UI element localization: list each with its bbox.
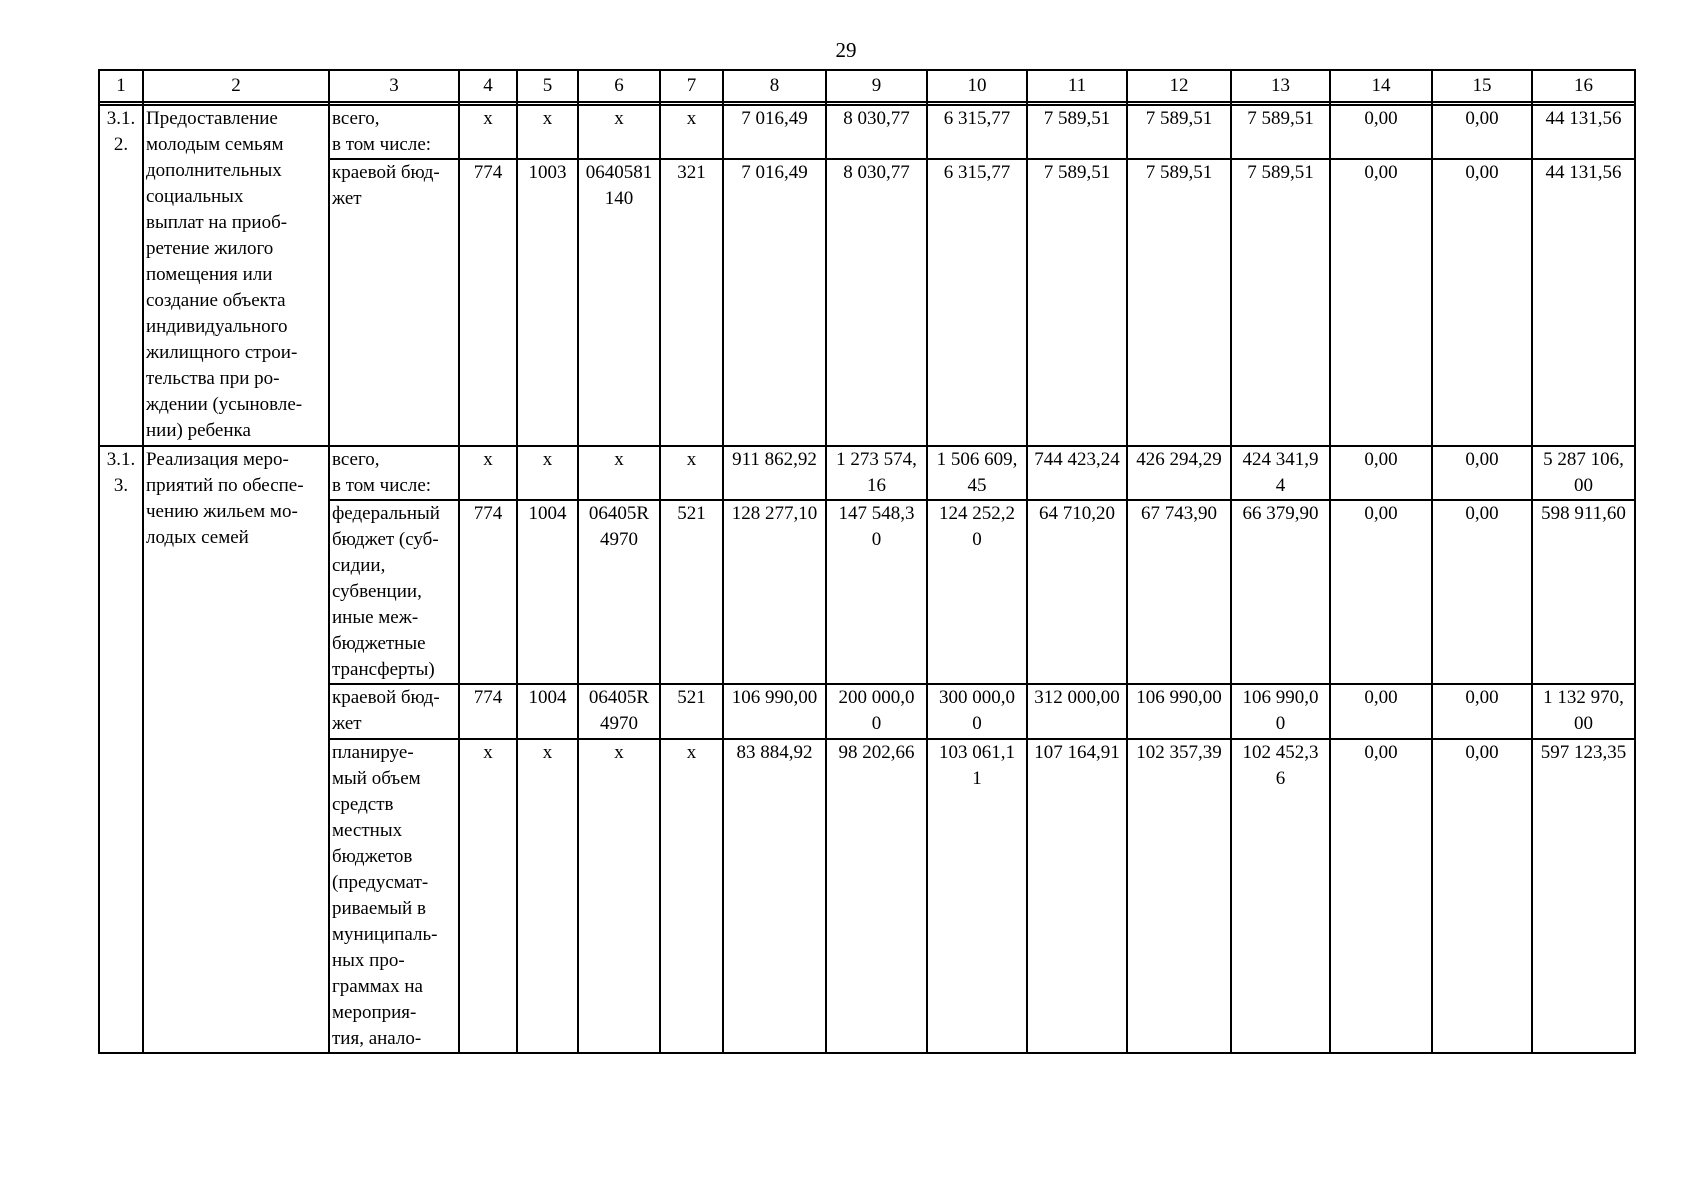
cell-col14: 0,00 — [1330, 159, 1432, 446]
cell-col15: 0,00 — [1432, 739, 1532, 1053]
cell-col15: 0,00 — [1432, 684, 1532, 739]
column-header-3: 3 — [329, 70, 459, 102]
table-row — [99, 739, 1635, 1053]
column-header-11: 11 — [1027, 70, 1127, 102]
cell-col5: 1003 — [517, 159, 578, 446]
cell-col12: 67 743,90 — [1127, 500, 1231, 684]
cell-col6: х — [578, 739, 660, 1053]
column-header-4: 4 — [459, 70, 517, 102]
cell-col12: 7 589,51 — [1127, 105, 1231, 159]
column-header-2: 2 — [143, 70, 329, 102]
cell-col6: 06405R 4970 — [578, 684, 660, 739]
cell-col11: 744 423,24 — [1027, 446, 1127, 500]
cell-col15: 0,00 — [1432, 159, 1532, 446]
column-header-12: 12 — [1127, 70, 1231, 102]
column-header-13: 13 — [1231, 70, 1330, 102]
cell-col12: 106 990,00 — [1127, 684, 1231, 739]
cell-col15: 0,00 — [1432, 500, 1532, 684]
cell-col4: 774 — [459, 500, 517, 684]
cell-col8: 128 277,10 — [723, 500, 826, 684]
item-name: Предоставление молодым семьям дополнительных социальных выплат на приоб- ретение жилого помещения или создание объекта индивидуального жилищного строи- тельства при ро- ждении (усыновле- нии) ребенка — [143, 105, 329, 446]
cell-col14: 0,00 — [1330, 684, 1432, 739]
column-number-row — [99, 70, 1635, 102]
cell-col7: х — [660, 739, 723, 1053]
cell-col10: 6 315,77 — [927, 105, 1027, 159]
cell-col10: 1 506 609, 45 — [927, 446, 1027, 500]
cell-col4: 774 — [459, 159, 517, 446]
cell-col16: 1 132 970, 00 — [1532, 684, 1635, 739]
column-header-16: 16 — [1532, 70, 1635, 102]
column-header-7: 7 — [660, 70, 723, 102]
funding-source: краевой бюд- жет — [329, 684, 459, 739]
column-header-9: 9 — [826, 70, 927, 102]
cell-col8: 7 016,49 — [723, 105, 826, 159]
table-row — [99, 105, 1635, 159]
item-number: 3.1. 3. — [99, 446, 143, 1053]
cell-col7: х — [660, 105, 723, 159]
cell-col4: 774 — [459, 684, 517, 739]
cell-col10: 6 315,77 — [927, 159, 1027, 446]
cell-col9: 8 030,77 — [826, 159, 927, 446]
cell-col9: 200 000,0 0 — [826, 684, 927, 739]
cell-col9: 1 273 574, 16 — [826, 446, 927, 500]
funding-source: планируе- мый объем средств местных бюджетов (предусмат- риваемый в муниципаль- ных про- граммах на мероприя- тия, анало- — [329, 739, 459, 1053]
cell-col13: 7 589,51 — [1231, 159, 1330, 446]
funding-source: федеральный бюджет (суб- сидии, субвенции, иные меж- бюджетные трансферты) — [329, 500, 459, 684]
cell-col8: 911 862,92 — [723, 446, 826, 500]
cell-col7: х — [660, 446, 723, 500]
column-header-5: 5 — [517, 70, 578, 102]
cell-col6: 06405R 4970 — [578, 500, 660, 684]
cell-col8: 7 016,49 — [723, 159, 826, 446]
cell-col16: 44 131,56 — [1532, 159, 1635, 446]
page-number: 29 — [835, 38, 857, 62]
cell-col11: 312 000,00 — [1027, 684, 1127, 739]
table-row — [99, 684, 1635, 739]
column-header-15: 15 — [1432, 70, 1532, 102]
cell-col10: 103 061,1 1 — [927, 739, 1027, 1053]
cell-col5: х — [517, 446, 578, 500]
cell-col9: 8 030,77 — [826, 105, 927, 159]
cell-col11: 64 710,20 — [1027, 500, 1127, 684]
cell-col14: 0,00 — [1330, 446, 1432, 500]
funding-source: всего, в том числе: — [329, 105, 459, 159]
table-row — [99, 159, 1635, 446]
cell-col4: х — [459, 739, 517, 1053]
column-header-8: 8 — [723, 70, 826, 102]
cell-col6: 0640581 140 — [578, 159, 660, 446]
column-header-1: 1 — [99, 70, 143, 102]
cell-col16: 598 911,60 — [1532, 500, 1635, 684]
cell-col11: 7 589,51 — [1027, 105, 1127, 159]
column-header-10: 10 — [927, 70, 1027, 102]
budget-table — [98, 69, 1636, 1054]
cell-col13: 102 452,3 6 — [1231, 739, 1330, 1053]
cell-col6: х — [578, 446, 660, 500]
cell-col4: х — [459, 446, 517, 500]
cell-col4: х — [459, 105, 517, 159]
cell-col14: 0,00 — [1330, 739, 1432, 1053]
cell-col15: 0,00 — [1432, 105, 1532, 159]
cell-col15: 0,00 — [1432, 446, 1532, 500]
cell-col5: х — [517, 105, 578, 159]
cell-col7: 521 — [660, 684, 723, 739]
cell-col7: 321 — [660, 159, 723, 446]
cell-col12: 7 589,51 — [1127, 159, 1231, 446]
item-number: 3.1. 2. — [99, 105, 143, 446]
cell-col5: 1004 — [517, 500, 578, 684]
cell-col8: 106 990,00 — [723, 684, 826, 739]
column-header-6: 6 — [578, 70, 660, 102]
cell-col7: 521 — [660, 500, 723, 684]
column-header-14: 14 — [1330, 70, 1432, 102]
cell-col14: 0,00 — [1330, 500, 1432, 684]
cell-col9: 98 202,66 — [826, 739, 927, 1053]
cell-col13: 7 589,51 — [1231, 105, 1330, 159]
cell-col13: 424 341,9 4 — [1231, 446, 1330, 500]
table-row — [99, 446, 1635, 500]
cell-col12: 102 357,39 — [1127, 739, 1231, 1053]
cell-col5: х — [517, 739, 578, 1053]
cell-col16: 597 123,35 — [1532, 739, 1635, 1053]
cell-col13: 66 379,90 — [1231, 500, 1330, 684]
cell-col13: 106 990,0 0 — [1231, 684, 1330, 739]
funding-source: краевой бюд- жет — [329, 159, 459, 446]
cell-col16: 44 131,56 — [1532, 105, 1635, 159]
cell-col6: х — [578, 105, 660, 159]
cell-col11: 107 164,91 — [1027, 739, 1127, 1053]
item-name: Реализация меро- приятий по обеспе- чению жильем мо- лодых семей — [143, 446, 329, 1053]
cell-col14: 0,00 — [1330, 105, 1432, 159]
funding-source: всего, в том числе: — [329, 446, 459, 500]
cell-col10: 124 252,2 0 — [927, 500, 1027, 684]
cell-col10: 300 000,0 0 — [927, 684, 1027, 739]
table-row — [99, 500, 1635, 684]
cell-col16: 5 287 106, 00 — [1532, 446, 1635, 500]
cell-col12: 426 294,29 — [1127, 446, 1231, 500]
cell-col11: 7 589,51 — [1027, 159, 1127, 446]
cell-col8: 83 884,92 — [723, 739, 826, 1053]
cell-col5: 1004 — [517, 684, 578, 739]
cell-col9: 147 548,3 0 — [826, 500, 927, 684]
